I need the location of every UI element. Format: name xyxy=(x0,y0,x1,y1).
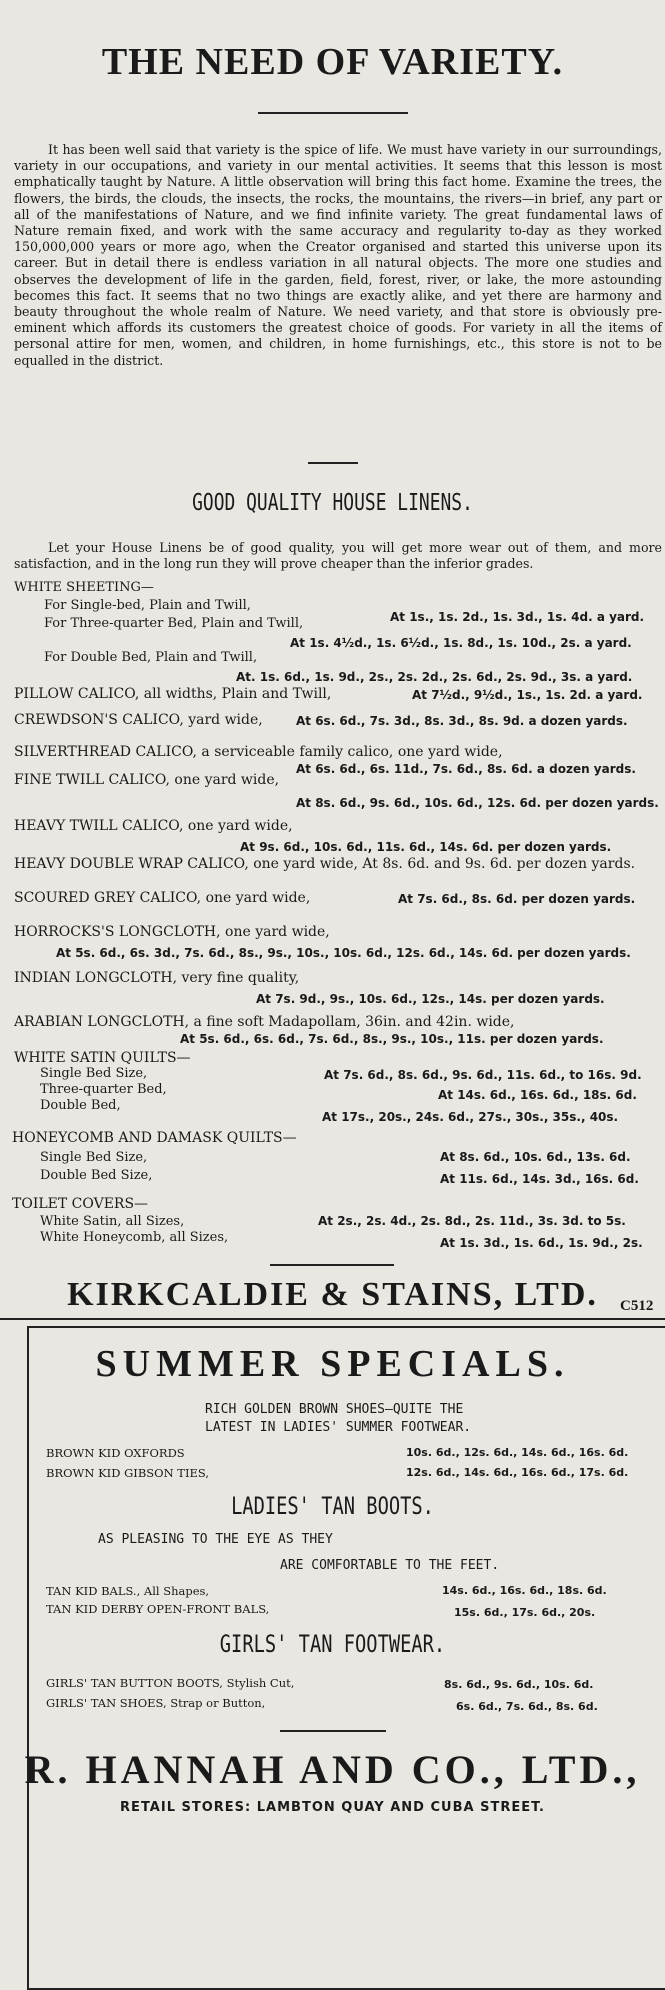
honey-double-price: At 11s. 6d., 14s. 3d., 16s. 6d. xyxy=(440,1172,639,1186)
gibson-price: 12s. 6d., 14s. 6d., 16s. 6d., 17s. 6d. xyxy=(406,1466,629,1479)
toilet-heading: TOILET COVERS— xyxy=(12,1196,149,1212)
summer-sub2: LATEST IN LADIES' SUMMER FOOTWEAR. xyxy=(205,1420,472,1435)
honey-double-label: Double Bed Size, xyxy=(40,1168,153,1183)
indian-price: At 7s. 9d., 9s., 10s. 6d., 12s., 14s. per dozen yards. xyxy=(256,992,605,1006)
girls-shoes-price: 6s. 6d., 7s. 6d., 8s. 6d. xyxy=(456,1700,598,1713)
pleasing2: ARE COMFORTABLE TO THE FEET. xyxy=(280,1558,500,1573)
scoured-price: At 7s. 6d., 8s. 6d. per dozen yards. xyxy=(398,892,636,906)
fine-twill-label: FINE TWILL CALICO, one yard wide, xyxy=(14,772,280,788)
silverthread-price: At 6s. 6d., 6s. 11d., 7s. 6d., 8s. 6d. a dozen yards. xyxy=(296,762,636,776)
arabian-label: ARABIAN LONGCLOTH, a fine soft Madapollam, 36in. and 42in. wide, xyxy=(14,1014,515,1030)
article-title: THE NEED OF VARIETY. xyxy=(101,41,564,83)
toilet-honey-label: White Honeycomb, all Sizes, xyxy=(40,1230,229,1245)
silverthread-label: SILVERTHREAD CALICO, a serviceable family calico, one yard wide, xyxy=(14,744,503,760)
satin-three-label: Three-quarter Bed, xyxy=(40,1082,167,1097)
horrocks-label: HORROCKS'S LONGCLOTH, one yard wide, xyxy=(14,924,330,940)
tan-bals-label: TAN KID BALS., All Shapes, xyxy=(46,1584,210,1598)
oxfords-label: BROWN KID OXFORDS xyxy=(46,1446,185,1460)
double-bed-price: At. 1s. 6d., 1s. 9d., 2s., 2s. 2d., 2s. 6d., 2s. 9d., 3s. a yard. xyxy=(236,670,633,684)
hannah-name: R. HANNAH AND CO., LTD., xyxy=(24,1747,641,1792)
divider xyxy=(258,112,408,114)
article-body xyxy=(14,142,662,369)
fine-twill-price: At 8s. 6d., 9s. 6d., 10s. 6d., 12s. 6d. per dozen yards. xyxy=(296,796,659,810)
tan-derby-label: TAN KID DERBY OPEN-FRONT BALS, xyxy=(46,1602,270,1616)
article-paragraph: It has been well said that variety is the spice of life. We must have variety in our surroundings, variety in our occupations, and variety in our mental activities. It seems that this lesson is most emphatically taught by Nature. A little observation will bring this fact home. Examine the trees, the flowers, the birds, the clouds, the insects, the rocks, the mountains, the rivers—in brief, any part or all of the manifestations of Nature, and we find infinite variety. The great fundamental laws of Nature remain fixed, and work with the same accuracy and regularity to-day as they worked 150,000,000 years or more ago, when the Creator organised and started this universe upon its career. But in detail there is endless variation in all natural objects. The more one studies and observes the development of life in the garden, field, forest, river, or lake, the more astounding becomes this fact. It seems that no two things are exactly alike, and yet there are harmony and beauty throughout the whole realm of Nature. We need variety, and that store is obviously pre-eminent which affords its customers the greatest choice of goods. For variety in all the items of personal attire for men, women, and children, in home furnishings, etc., this store is not to be equalled in the district. xyxy=(14,142,662,368)
honey-single-price: At 8s. 6d., 10s. 6d., 13s. 6d. xyxy=(440,1150,631,1164)
satin-three-price: At 14s. 6d., 16s. 6d., 18s. 6d. xyxy=(438,1088,637,1102)
satin-single-label: Single Bed Size, xyxy=(40,1066,148,1081)
divider xyxy=(280,1730,386,1732)
ad-code: C512 xyxy=(620,1298,654,1314)
satin-double-price: At 17s., 20s., 24s. 6d., 27s., 30s., 35s., 40s. xyxy=(322,1110,619,1124)
single-bed-label: For Single-bed, Plain and Twill, xyxy=(44,598,251,613)
hannah-address: RETAIL STORES: LAMBTON QUAY AND CUBA STREET. xyxy=(120,1800,545,1815)
satin-quilts-heading: WHITE SATIN QUILTS— xyxy=(14,1050,191,1066)
indian-label: INDIAN LONGCLOTH, very fine quality, xyxy=(14,970,300,986)
toilet-satin-price: At 2s., 2s. 4d., 2s. 8d., 2s. 11d., 3s. 3d. to 5s. xyxy=(318,1214,626,1228)
crewdson-price: At 6s. 6d., 7s. 3d., 8s. 3d., 8s. 9d. a dozen yards. xyxy=(296,714,628,728)
heavy-twill-price: At 9s. 6d., 10s. 6d., 11s. 6d., 14s. 6d. per dozen yards. xyxy=(240,840,612,854)
oxfords-price: 10s. 6d., 12s. 6d., 14s. 6d., 16s. 6d. xyxy=(406,1446,629,1459)
pillow-price: At 7½d., 9½d., 1s., 1s. 2d. a yard. xyxy=(412,688,643,702)
gibson-label: BROWN KID GIBSON TIES, xyxy=(46,1466,210,1480)
double-bed-label: For Double Bed, Plain and Twill, xyxy=(44,650,258,665)
divider xyxy=(270,1264,394,1266)
single-bed-price: At 1s., 1s. 2d., 1s. 3d., 1s. 4d. a yard. xyxy=(390,610,645,624)
divider xyxy=(308,462,358,464)
girls-shoes-label: GIRLS' TAN SHOES, Strap or Button, xyxy=(46,1696,266,1710)
summer-sub1: RICH GOLDEN BROWN SHOES—QUITE THE xyxy=(205,1402,464,1417)
tan-boots-title: LADIES' TAN BOOTS. xyxy=(231,1492,434,1520)
tan-bals-price: 14s. 6d., 16s. 6d., 18s. 6d. xyxy=(442,1584,607,1597)
kirkcaldie-name: KIRKCALDIE & STAINS, LTD. xyxy=(67,1276,598,1313)
summer-title: SUMMER SPECIALS. xyxy=(95,1343,570,1385)
three-quarter-label: For Three-quarter Bed, Plain and Twill, xyxy=(44,616,304,631)
girls-button-price: 8s. 6d., 9s. 6d., 10s. 6d. xyxy=(444,1678,594,1691)
toilet-satin-label: White Satin, all Sizes, xyxy=(40,1214,185,1229)
white-sheeting-heading: WHITE SHEETING— xyxy=(14,580,154,595)
heavy-twill-label: HEAVY TWILL CALICO, one yard wide, xyxy=(14,818,293,834)
tan-derby-price: 15s. 6d., 17s. 6d., 20s. xyxy=(454,1606,596,1619)
scoured-label: SCOURED GREY CALICO, one yard wide, xyxy=(14,890,311,906)
honeycomb-heading: HONEYCOMB AND DAMASK QUILTS— xyxy=(12,1130,297,1146)
honey-single-label: Single Bed Size, xyxy=(40,1150,148,1165)
linens-title: GOOD QUALITY HOUSE LINENS. xyxy=(192,490,473,516)
girls-button-label: GIRLS' TAN BUTTON BOOTS, Stylish Cut, xyxy=(46,1676,295,1690)
linens-intro-text: Let your House Linens be of good quality, you will get more wear out of them, and more satisfaction, and in the long run they will prove cheaper than the inferior grades. xyxy=(14,540,662,572)
pillow-label: PILLOW CALICO, all widths, Plain and Twill, xyxy=(14,686,332,702)
satin-single-price: At 7s. 6d., 8s. 6d., 9s. 6d., 11s. 6d., to 16s. 9d. xyxy=(324,1068,642,1082)
girls-title: GIRLS' TAN FOOTWEAR. xyxy=(219,1630,446,1658)
heavy-double-label: HEAVY DOUBLE WRAP CALICO, one yard wide, At 8s. 6d. and 9s. 6d. per dozen yards. xyxy=(14,856,636,872)
toilet-honey-price: At 1s. 3d., 1s. 6d., 1s. 9d., 2s. xyxy=(440,1236,643,1250)
pleasing1: AS PLEASING TO THE EYE AS THEY xyxy=(98,1532,333,1547)
horrocks-price: At 5s. 6d., 6s. 3d., 7s. 6d., 8s., 9s., 10s., 10s. 6d., 12s. 6d., 14s. 6d. per dozen yards. xyxy=(56,946,631,960)
crewdson-label: CREWDSON'S CALICO, yard wide, xyxy=(14,712,263,728)
satin-double-label: Double Bed, xyxy=(40,1098,121,1113)
three-quarter-price: At 1s. 4½d., 1s. 6½d., 1s. 8d., 1s. 10d., 2s. a yard. xyxy=(290,636,632,650)
divider xyxy=(0,1318,665,1320)
linens-intro xyxy=(14,540,662,572)
arabian-price: At 5s. 6d., 6s. 6d., 7s. 6d., 8s., 9s., 10s., 11s. per dozen yards. xyxy=(180,1032,604,1046)
